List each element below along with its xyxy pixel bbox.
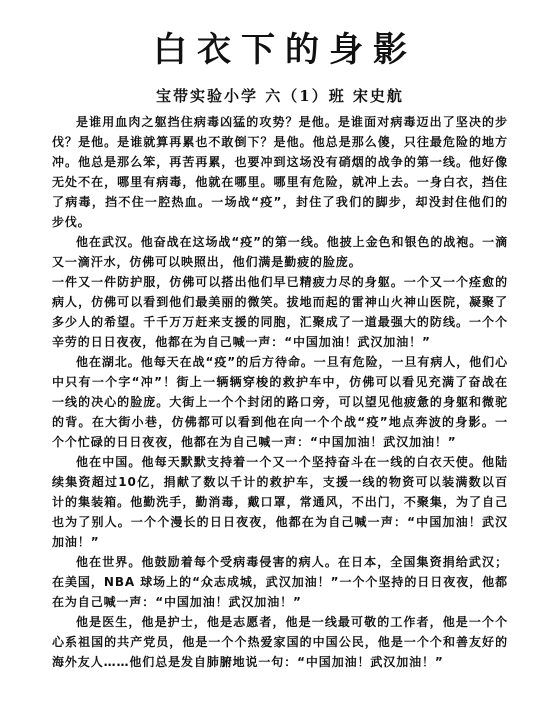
author-byline: 宝带实验小学 六（1）班 宋史航 bbox=[156, 87, 404, 105]
paragraph-7: 他是医生，他是护士，他是志愿者，他是一线最可敬的工作者，他是一个个心系祖国的共产党员，他是一个个热爱家国的中国公民，他是一个个和善友好的海外友人……他们总是发自肺腑地说一句：“中国加油！武汉加油！” bbox=[52, 615, 508, 669]
paragraph-6: 他在世界。他鼓励着每个受病毒侵害的病人。在日本，全国集资捐给武汉；在美国，NBA 球场上的“众志成城，武汉加油！”一个个坚持的日日夜夜，他都在为自己喊一声：“中国加油！武汉加油！” bbox=[52, 555, 508, 609]
paragraph-2: 他在武汉。他奋战在这场战“疫”的第一线。他披上金色和银色的战袍。一滴又一滴汗水，仿佛可以映照出，他们满是勤疲的脸庞。 bbox=[52, 235, 508, 269]
paragraph-1: 是谁用血肉之躯挡住病毒凶猛的攻势？是他。是谁面对病毒迈出了坚决的步伐？是他。是谁就算再累也不敢倒下？是他。他总是那么傻，只往最危险的地方冲。他总是那么笨，再苦再累，也要冲到这场没有硝烟的战争的第一线。他好像无处不在，哪里有病毒，他就在哪里。哪里有危险，就冲上去。一身白衣，挡住了病毒，挡不住一腔热血。一场战“疫”，封住了我们的脚步，却没封住他们的步伐。 bbox=[52, 115, 508, 229]
paragraph-4: 他在湖北。他每天在战“疫”的后方待命。一旦有危险，一旦有病人，他们心中只有一个字“冲”！街上一辆辆穿梭的救护车中，仿佛可以看见充满了奋战在一线的决心的脸庞。大街上一个个封闭的路口旁，可以望见他疲惫的身躯和微驼的背。在大街小巷，仿佛都可以看到他在向一个个战“疫”地点奔波的身影。一个个忙碌的日日夜夜，他都在为自己喊一声：“中国加油！武汉加油！” bbox=[52, 355, 508, 449]
document-title: 白衣下的身影 bbox=[153, 30, 417, 70]
paragraph-3: 一件又一件防护服，仿佛可以搭出他们早已精疲力尽的身躯。一个又一个痊愈的病人，仿佛可以看到他们最美丽的微笑。拔地而起的雷神山火神山医院，凝聚了多少人的希望。千千万万赶来支援的同胞，汇聚成了一道最强大的防线。一个个辛劳的日日夜夜，他都在为自己喊一声：“中国加油！武汉加油！” bbox=[52, 275, 508, 349]
paragraph-5: 他在中国。他每天默默支持着一个又一个坚持奋斗在一线的白衣天使。他陆续集资超过10亿，捐献了数以千计的救护车，支援一线的物资可以装满数以百计的集装箱。他勤洗手，勤消毒，戴口罩，常通风，不出门，不聚集，为了自己也为了别人。一个个漫长的日日夜夜，他都在为自己喊一声：“中国加油！武汉加油！” bbox=[52, 455, 508, 549]
